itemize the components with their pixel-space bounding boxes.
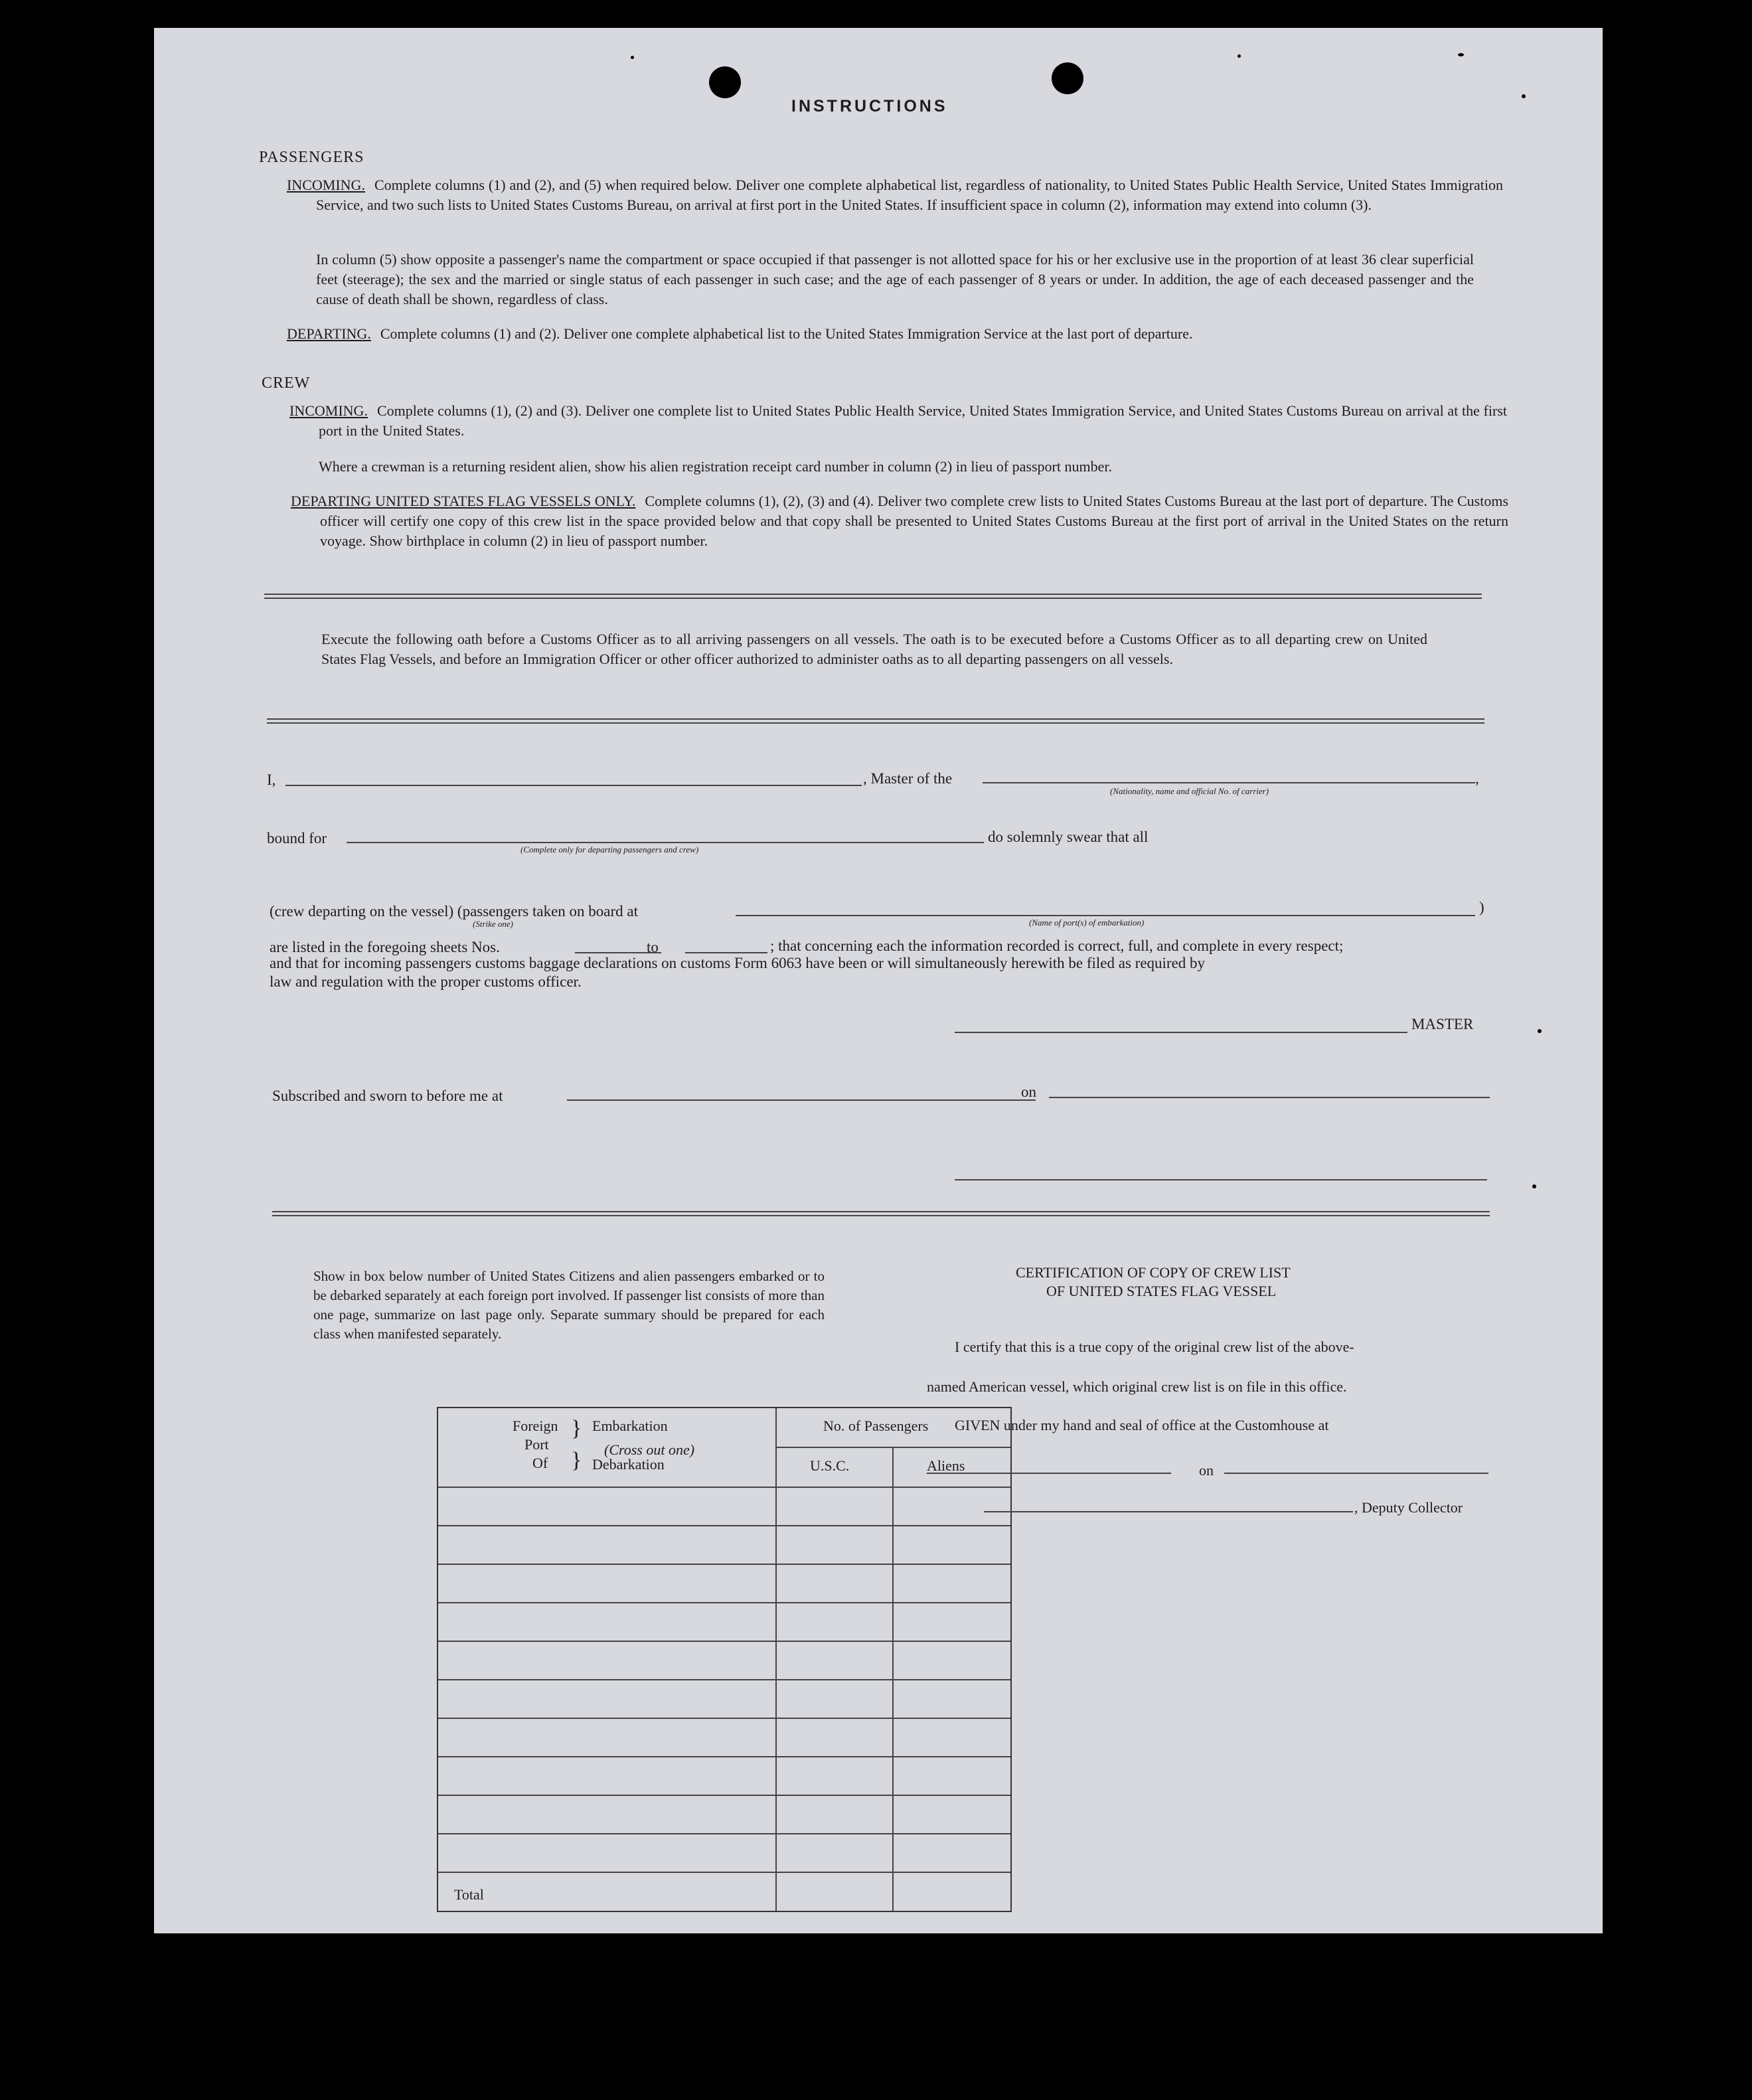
deputy-collector-label: , Deputy Collector [1354, 1499, 1463, 1516]
passengers-column5-paragraph: In column (5) show opposite a passenger's name the compartment or space occupied if that passenger is not allotted space for his or her exclusive use in the proportion of at least 36 clear superficial feet (steerage); the sex and the married or single status of each passenger in such case; and the age of each passenger of 8 years or under. In addition, the age of each deceased passenger and the cause of death shall be shown, regardless of class. [316, 251, 1474, 307]
crew-incoming-paragraph [289, 401, 1507, 441]
summary-instructions: Show in box below number of United States Citizens and alien passengers embarked or to be debarked separately at each foreign port involved. If passenger list consists of more than one page, summarize on last page only. Separate summary should be prepared for each class when manifested separately. [313, 1268, 825, 1342]
brace-icon: } [571, 1416, 582, 1441]
close-paren: ) [1479, 899, 1484, 916]
crew-departing-paragraph [291, 491, 1508, 551]
header-cross-out: (Cross out one) [604, 1441, 695, 1458]
table-row [438, 1872, 1010, 1873]
passengers-heading: PASSENGERS [259, 149, 364, 166]
passengers-departing-text: Complete columns (1) and (2). Deliver one complete alphabetical list to the United States Immigration Service at the last port of departure. [380, 325, 1193, 342]
oath-i-label: I, [267, 771, 276, 788]
concerning-text: ; that concerning each the information recorded is correct, full, and complete in every respect; [770, 937, 1344, 954]
header-foreign: Foreign [513, 1417, 558, 1434]
table-row [438, 1602, 1010, 1603]
to-text: to [647, 939, 659, 955]
on-text: on [1021, 1084, 1036, 1100]
table-row [438, 1833, 1010, 1834]
table-row [438, 1795, 1010, 1796]
crew-departing-label: DEPARTING UNITED STATES FLAG VESSELS ONLY. [291, 493, 636, 509]
officer-signature-field[interactable] [955, 1179, 1487, 1180]
crew-incoming-label: INCOMING. [289, 402, 368, 419]
swear-text: do solemnly swear that all [988, 829, 1149, 845]
master-signature-field[interactable] [955, 1032, 1407, 1033]
embarkation-ports-field[interactable] [736, 915, 1475, 916]
sworn-date-field[interactable] [1049, 1097, 1490, 1098]
table-row [438, 1564, 1010, 1565]
ports-note: (Name of port(s) of embarkation) [1029, 918, 1145, 928]
header-usc: U.S.C. [810, 1457, 850, 1474]
deputy-signature-field[interactable] [984, 1511, 1353, 1512]
crew-departing-text: Complete columns (1), (2), (3) and (4). Deliver two complete crew lists to United States Customs Bureau at the last port of departure. The Customs officer will certify one copy of this crew list in the space provided below and that copy shall be presented to United States Customs Bureau at the first port of arrival in the United States on the return voyage. Show birthplace in column (2) in lieu of passport number. [320, 493, 1509, 549]
total-label: Total [454, 1886, 484, 1903]
header-divider [775, 1447, 1010, 1448]
crew-incoming-text: Complete columns (1), (2) and (3). Deliver one complete list to United States Public Health Service, United States Immigration Service, and United States Customs Bureau on arrival at the first port in the United States. [319, 402, 1507, 439]
cert-date-field[interactable] [1224, 1473, 1488, 1474]
carrier-field[interactable] [983, 782, 1475, 783]
scan-speck [631, 56, 634, 59]
cert-on-text: on [1199, 1462, 1214, 1479]
customs-line: and that for incoming passengers customs baggage declarations on customs Form 6063 have been or will simultaneously herewith be filed as required by [270, 955, 1206, 971]
table-row [438, 1756, 1010, 1757]
bound-for-label: bound for [267, 830, 327, 847]
scan-speck [1237, 54, 1241, 58]
scan-speck [1538, 1029, 1542, 1033]
scan-speck [1522, 94, 1526, 98]
table-row [438, 1718, 1010, 1719]
passenger-summary-table [437, 1407, 1012, 1912]
master-name-field[interactable] [285, 785, 862, 786]
header-port: Port [524, 1436, 549, 1453]
strike-one-note: (Strike one) [473, 919, 514, 929]
header-of: Of [532, 1455, 548, 1471]
crew-heading: CREW [262, 374, 311, 392]
master-of-label: , Master of the [863, 770, 953, 787]
header-debarkation: Debarkation [592, 1456, 665, 1473]
crew-resident-paragraph: Where a crewman is a returning resident alien, show his alien registration receipt card number in column (2) in lieu of passport number. [319, 458, 1112, 475]
master-label: MASTER [1411, 1016, 1474, 1032]
brace-icon: } [571, 1448, 582, 1473]
punch-hole [1052, 62, 1083, 94]
table-row [438, 1679, 1010, 1680]
scan-speck [1458, 53, 1464, 56]
certify-line-2: named American vessel, which original crew list is on file in this office. [927, 1378, 1347, 1395]
column-divider [775, 1408, 777, 1911]
sworn-at-field[interactable] [567, 1099, 1036, 1101]
oath-instructions: Execute the following oath before a Customs Officer as to all arriving passengers on all vessels. The oath is to be executed before a Customs Officer as to all departing crew on United States Flag Vessels, and before an Immigration Officer or other officer authorized to administer oaths as to all departing passengers on all vessels. [321, 631, 1427, 667]
crew-departing-text: (crew departing on the vessel) (passengers taken on board at [270, 903, 638, 920]
header-bottom [438, 1487, 1010, 1488]
passengers-departing-label: DEPARTING. [287, 325, 371, 342]
certify-line-1: I certify that this is a true copy of the original crew list of the above- [955, 1338, 1354, 1355]
listed-in-text: are listed in the foregoing sheets Nos. [270, 939, 500, 955]
table-row [438, 1525, 1010, 1526]
carrier-note: (Nationality, name and official No. of carrier) [1110, 786, 1269, 796]
header-embarkation: Embarkation [592, 1417, 668, 1434]
form-page [154, 28, 1603, 1933]
passengers-departing-paragraph [287, 324, 1474, 344]
subscribed-text: Subscribed and sworn to before me at [272, 1088, 503, 1104]
divider [267, 718, 1484, 724]
regulation-line: law and regulation with the proper customs officer. [270, 973, 582, 990]
certification-title: CERTIFICATION OF COPY OF CREW LIST [1016, 1264, 1291, 1281]
bound-for-field[interactable] [347, 842, 984, 843]
passengers-incoming-text: Complete columns (1) and (2), and (5) when required below. Deliver one complete alphabetical list, regardless of nationality, to United States Public Health Service, United States Immigration Service, and two such lists to United States Customs Bureau, on arrival at first port in the United States. If insufficient space in column (2), information may extend into column (3). [316, 177, 1503, 213]
table-row [438, 1641, 1010, 1642]
passengers-incoming-paragraph [287, 175, 1503, 215]
punch-hole [709, 66, 741, 98]
divider [264, 594, 1482, 599]
comma: , [1475, 770, 1479, 787]
sheet-to-field[interactable] [685, 952, 767, 953]
page-title: INSTRUCTIONS [791, 97, 948, 116]
scan-speck [1532, 1184, 1536, 1188]
given-line: GIVEN under my hand and seal of office at the Customhouse at [955, 1417, 1329, 1433]
bound-for-note: (Complete only for departing passengers and crew) [520, 845, 699, 854]
passengers-incoming-label: INCOMING. [287, 177, 365, 193]
header-aliens: Aliens [927, 1457, 965, 1474]
customhouse-field[interactable] [927, 1473, 1171, 1474]
divider [272, 1211, 1490, 1216]
certification-subtitle: OF UNITED STATES FLAG VESSEL [1046, 1283, 1277, 1299]
header-no-of-passengers: No. of Passengers [823, 1417, 929, 1434]
